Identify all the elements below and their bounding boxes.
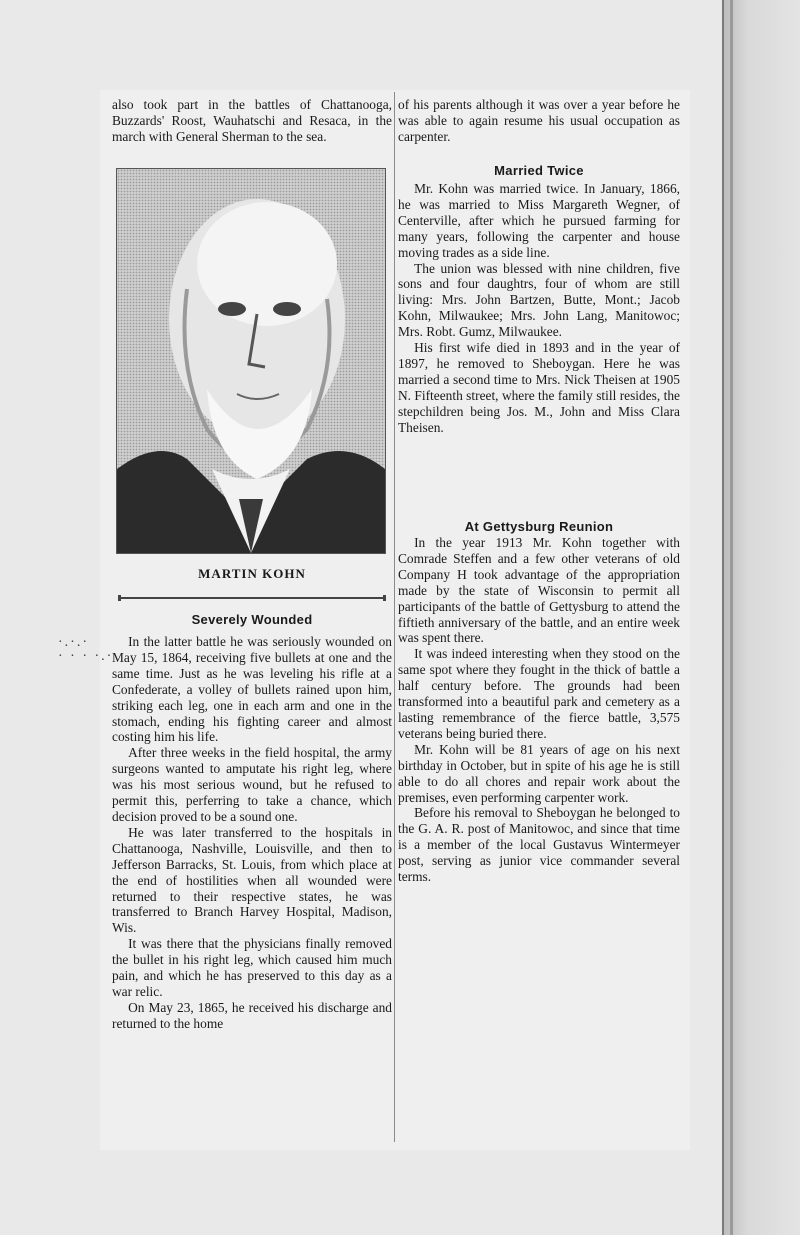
column-divider <box>394 92 395 1142</box>
scan-border <box>722 0 800 1235</box>
section-gettysburg-reunion <box>398 535 680 885</box>
photo-caption: MARTIN KOHN <box>198 566 306 581</box>
heading-married-twice: Married Twice <box>494 163 584 178</box>
paragraph: After three weeks in the field hospital, the army surgeons wanted to amputate his right leg, where was his most serious wound, but he refused to permit this, perferring to take a chance, which decision proved to be a sound one. <box>112 745 392 824</box>
paragraph: It was indeed interesting when they stood on the same spot where they fought in the thick of battle a half century before. The grounds had been transformed into a beautiful park and cemetery as a lasting remembrance of the fierce battle, 3,575 veterans being buried there. <box>398 646 680 741</box>
portrait-photo <box>116 168 386 554</box>
paragraph: Mr. Kohn was married twice. In January, 1866, he was married to Miss Margareth Wegner, of Centerville, after which he pursued farming for many years, following the carpenter and house moving trades as a side line. <box>398 181 680 260</box>
paragraph: On May 23, 1865, he received his discharge and returned to the home <box>112 999 392 1031</box>
paragraph: Mr. Kohn will be 81 years of age on his next birthday in October, but in spite of his age he is still able to do all chores and repair work about the premises, even performing carpenter work. <box>398 741 680 805</box>
paragraph: It was there that the physicians finally removed the bullet in his right leg, which caused him much pain, and which he has preserved to this day as a war relic. <box>112 936 392 999</box>
paragraph: Before his removal to Sheboygan he belonged to the G. A. R. post of Manitowoc, and since that time is a member of the local Gustavus Wintermeyer post, serving as junior vice commander several terms. <box>398 805 680 885</box>
column-two-intro: of his parents although it was over a year before he was able to again resume his usual occupation as carpenter. <box>398 97 680 144</box>
paragraph: He was later transferred to the hospitals in Chattanooga, Nashville, Louisville, and then to Jefferson Barracks, St. Louis, from which place at the end of hostilities when all wounded were returned to their respective states, he was transferred to Branch Harvey Hospital, Madison, Wis. <box>112 824 392 936</box>
heading-gettysburg-reunion: At Gettysburg Reunion <box>464 519 614 534</box>
intro-paragraph: also took part in the battles of Chattanooga, Buzzards' Roost, Wauhatschi and Resaca, in the march with General Sherman to the sea. <box>112 97 392 144</box>
page-fold <box>730 0 733 1235</box>
paragraph: His first wife died in 1893 and in the year of 1897, he removed to Sheboygan. Here he was married a second time to Mrs. Nick Theisen at 1905 N. Fifteenth street, where the family still resides, the stepchildren being Jos. M., John and Miss Clara Theisen. <box>398 340 680 435</box>
paragraph: The union was blessed with nine children, five sons and four daughtrs, four of whom are still living: Mrs. John Bartzen, Butte, Mont.; Jacob Kohn, Milwaukee; Mrs. John Lang, Manitowoc; Mrs. Robt. Gumz, Milwaukee. <box>398 260 680 340</box>
section-married-twice <box>398 181 680 436</box>
caption-rule <box>118 597 386 599</box>
section-severely-wounded <box>112 634 392 1032</box>
paragraph: In the latter battle he was seriously wounded on May 15, 1864, receiving five bullets at one and the same time. Just as he was leveling his rifle at a Confederate, a volley of bullets rained upon him, striking each leg, one in each arm and one in the stomach, ending his fighting career and almost costing him his life. <box>112 634 392 745</box>
margin-annotation-marks: ·.·.· · · · ·.· <box>58 635 114 664</box>
paragraph: In the year 1913 Mr. Kohn together with Comrade Steffen and a few other veterans of old Company H took advantage of the appropriation made by the state of Wisconsin to permit all participants of the battle of Gettysburg to attend the fiftieth anniversary of the battle, and an entire week was spent there. <box>398 535 680 646</box>
portrait-illustration <box>117 169 385 553</box>
column-one-intro <box>112 97 392 145</box>
heading-severely-wounded: Severely Wounded <box>191 612 313 627</box>
